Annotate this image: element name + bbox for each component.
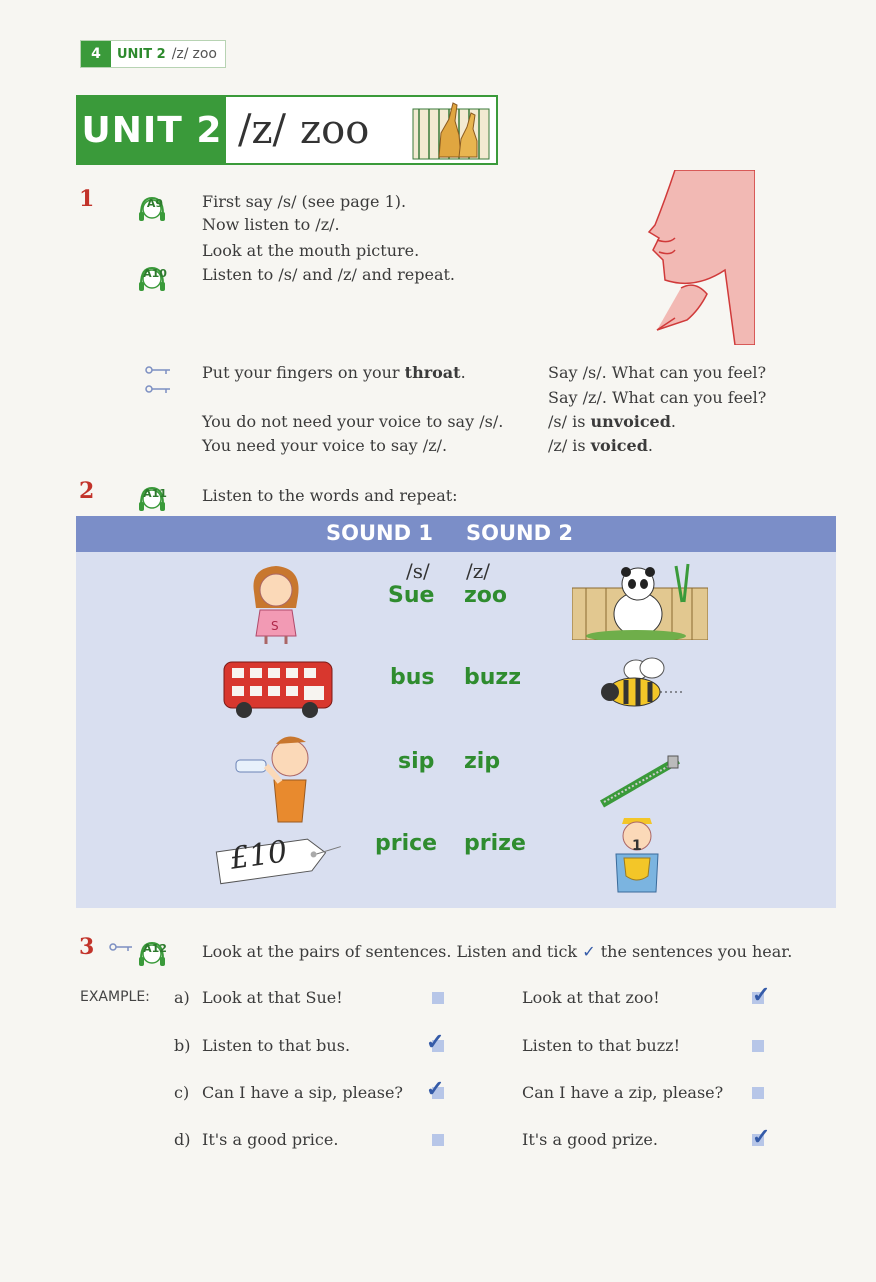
row-a-right[interactable]: Look at that zoo! <box>522 988 660 1007</box>
track-a9: A9 <box>146 197 164 210</box>
banner-unit: UNIT 2 <box>78 97 226 163</box>
word-buzz: buzz <box>464 665 522 690</box>
row-a-right-tick: ✓ <box>752 982 771 1008</box>
ex3-instruction-tail: the sentences you hear. <box>600 942 793 961</box>
mouth-profile-picture <box>635 170 755 345</box>
row-c-right[interactable]: Can I have a zip, please? <box>522 1083 724 1102</box>
header-unit: UNIT 2 <box>111 41 172 67</box>
word-sip: sip <box>398 749 435 774</box>
row-c-left[interactable]: Can I have a sip, please? <box>202 1083 404 1102</box>
header-word: zoo <box>192 46 217 62</box>
banner-word: zoo <box>300 107 370 153</box>
row-d-left[interactable]: It's a good price. <box>202 1130 339 1149</box>
track-a11: A11 <box>143 487 167 500</box>
ex1-line-2: Now listen to /z/. <box>202 215 340 234</box>
word-bus: bus <box>390 665 435 690</box>
feel-line-1: Say /s/. What can you feel? <box>548 363 767 382</box>
row-d-right-tick: ✓ <box>752 1124 771 1150</box>
ipa-s: /s/ <box>406 559 430 583</box>
word-price: price <box>375 831 438 856</box>
row-b-left[interactable]: Listen to that bus. <box>202 1036 351 1055</box>
sound-panel-header <box>76 516 836 552</box>
voiced-pre: /z/ is <box>548 436 591 455</box>
voiced-line <box>548 434 653 457</box>
word-prize: prize <box>464 831 526 856</box>
throat-pre: Put your fingers on your <box>202 363 405 382</box>
tick-glyph: ✓ <box>582 942 596 961</box>
row-c-left-tick: ✓ <box>426 1076 445 1102</box>
sound1-heading: SOUND 1 <box>326 521 433 545</box>
bus-picture <box>222 658 334 720</box>
row-b-letter: b) <box>174 1036 191 1055</box>
page-number: 4 <box>81 41 111 67</box>
voice-line-1: You do not need your voice to say /s/. <box>202 412 504 431</box>
unvoiced-word: unvoiced <box>590 412 671 431</box>
row-b-left-tick: ✓ <box>426 1029 445 1055</box>
ex3-instruction-text: Look at the pairs of sentences. Listen and tick <box>202 942 578 961</box>
exercise-2-number: 2 <box>79 478 95 504</box>
trophy-number: 1 <box>632 838 642 854</box>
trophy-prize-picture <box>602 818 672 904</box>
row-b-right[interactable]: Listen to that buzz! <box>522 1036 681 1055</box>
unvoiced-period: . <box>670 412 677 431</box>
ex3-instruction <box>202 940 792 963</box>
row-a-letter: a) <box>174 988 190 1007</box>
header-phoneme: /z/ <box>171 46 189 62</box>
row-b-right-box[interactable] <box>752 1040 764 1052</box>
price-tag-text: £10 <box>227 834 290 877</box>
feel-line-2: Say /z/. What can you feel? <box>548 388 767 407</box>
row-c-letter: c) <box>174 1083 190 1102</box>
row-a-left-box[interactable] <box>432 992 444 1004</box>
sound2-heading: SOUND 2 <box>466 521 573 545</box>
row-d-right[interactable]: It's a good prize. <box>522 1130 658 1149</box>
sound-panel <box>76 516 836 908</box>
word-sue: Sue <box>388 583 435 608</box>
throat-line <box>202 361 466 384</box>
track-a10: A10 <box>143 267 167 280</box>
voiced-word: voiced <box>590 436 648 455</box>
ex1-line-4: Listen to /s/ and /z/ and repeat. <box>202 265 455 284</box>
giraffe-cage-picture <box>409 99 493 161</box>
unvoiced-pre: /s/ is <box>548 412 591 431</box>
banner-sound <box>226 97 496 163</box>
key-icon <box>144 365 172 395</box>
row-d-left-box[interactable] <box>432 1134 444 1146</box>
ex2-instruction: Listen to the words and repeat: <box>202 486 458 505</box>
bee-buzz-picture <box>596 656 686 712</box>
throat-post: . <box>460 363 466 382</box>
panda-zoo-picture <box>572 562 708 640</box>
svg-text:S: S <box>271 619 279 633</box>
ipa-z: /z/ <box>466 559 491 583</box>
key-icon <box>108 941 134 953</box>
throat-word: throat <box>404 363 461 382</box>
boy-sip-picture <box>230 730 326 830</box>
row-c-right-box[interactable] <box>752 1087 764 1099</box>
banner-phoneme: /z/ <box>238 107 287 153</box>
ex1-line-1: First say /s/ (see page 1). <box>202 192 407 211</box>
header-sound <box>172 41 225 67</box>
word-zip: zip <box>464 749 501 774</box>
unit-banner <box>76 95 498 165</box>
exercise-3-number: 3 <box>79 934 95 960</box>
ex1-line-3: Look at the mouth picture. <box>202 241 420 260</box>
row-a-left[interactable]: Look at that Sue! <box>202 988 343 1007</box>
exercise-1-number: 1 <box>79 186 95 212</box>
track-a12: A12 <box>143 942 167 955</box>
row-d-letter: d) <box>174 1130 191 1149</box>
running-header <box>80 40 226 68</box>
example-label: EXAMPLE: <box>80 989 150 1005</box>
voiced-period: . <box>647 436 653 455</box>
word-zoo: zoo <box>464 583 508 608</box>
girl-sue-picture <box>240 562 312 644</box>
voice-line-2: You need your voice to say /z/. <box>202 436 448 455</box>
unvoiced-line <box>548 410 676 433</box>
zip-picture <box>598 752 684 808</box>
